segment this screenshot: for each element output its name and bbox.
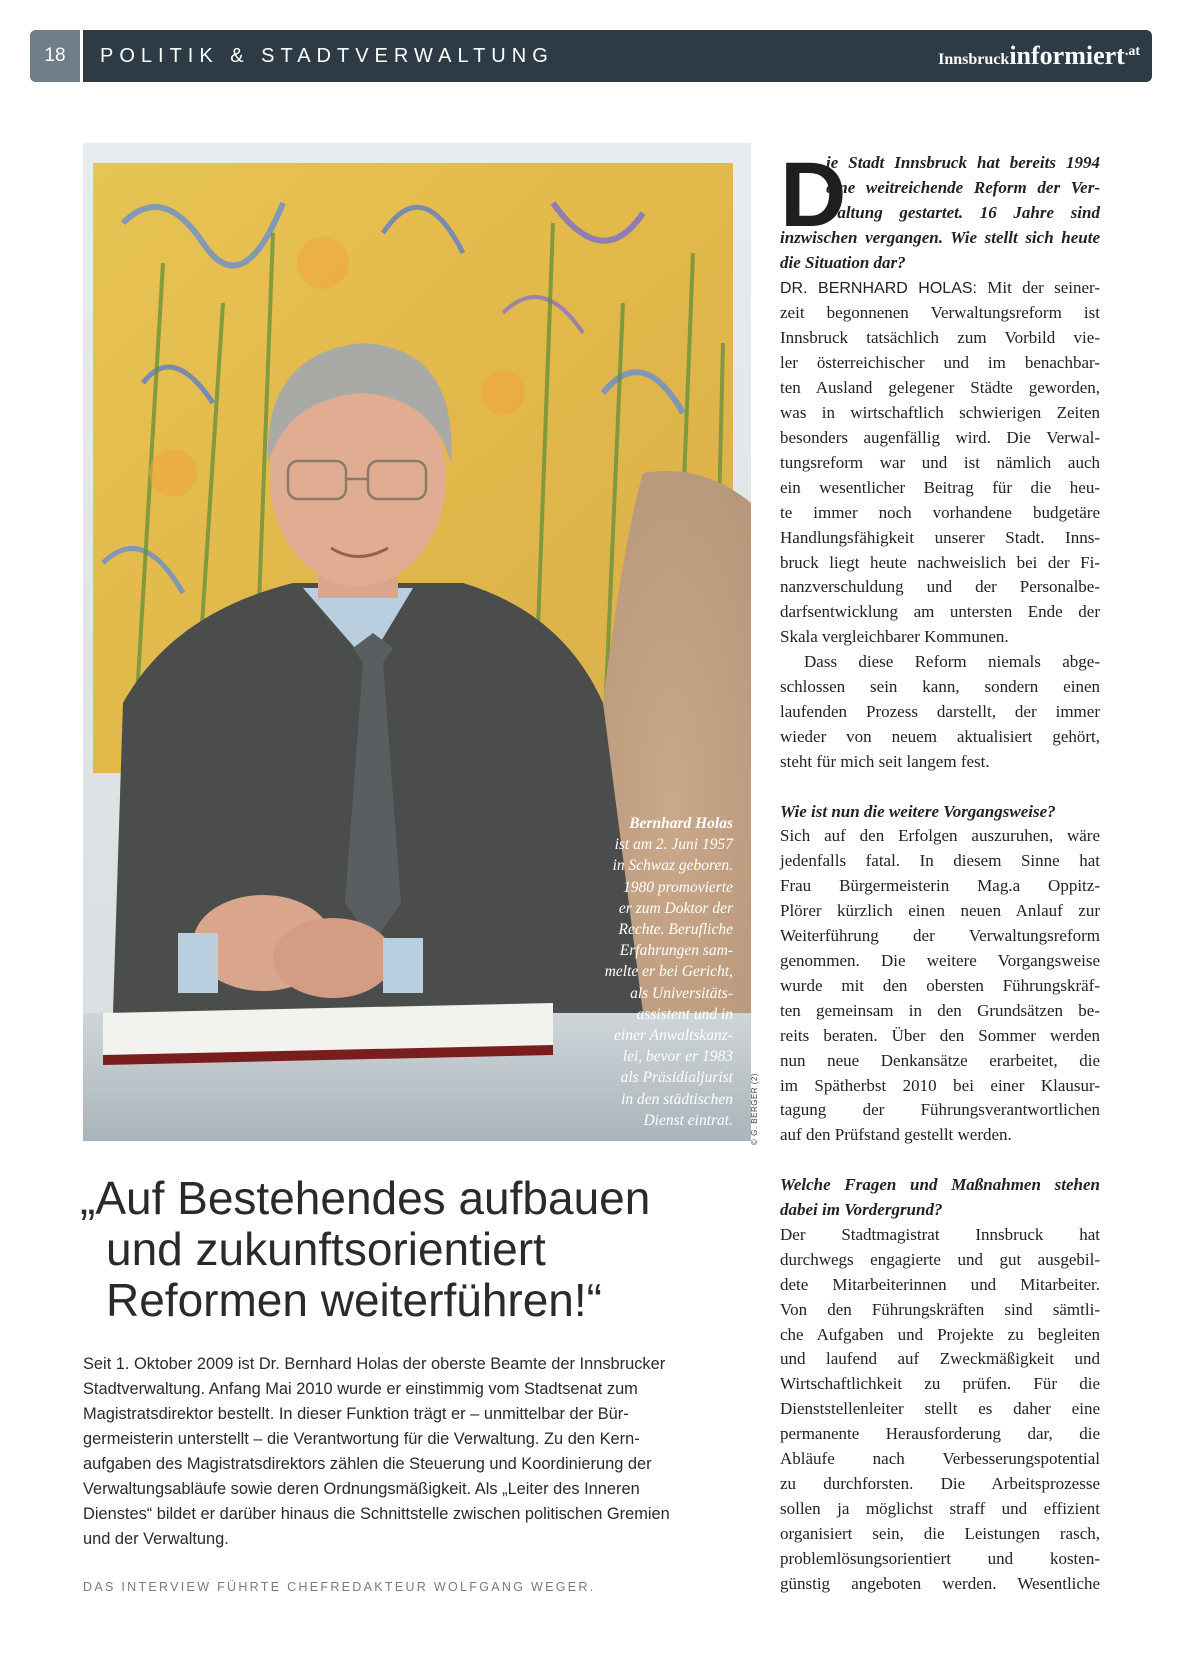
intro-line: Magistratsdirektor bestellt. In dieser Funktion trägt er – unmittelbar der Bür- bbox=[83, 1405, 629, 1423]
answer-line: jedenfalls fatal. In diesem Sinne hat bbox=[780, 851, 1100, 871]
caption-line: 1980 promovierte bbox=[622, 878, 733, 896]
headline-line: „Auf Bestehendes aufbauen bbox=[80, 1172, 651, 1224]
publication-logo bbox=[938, 30, 1140, 82]
intro-line: Dienstes“ bildet er darüber hinaus die Schnittstelle zwischen politischen Gremien bbox=[83, 1505, 670, 1523]
answer-line: sollen ja möglichst straff und effizient bbox=[780, 1498, 1100, 1518]
caption-line: melte er bei Gericht, bbox=[604, 963, 733, 981]
intro-line: germeisterin unterstellt – die Verantwortung für die Verwaltung. Zu den Kern- bbox=[83, 1430, 640, 1448]
question-2: Wie ist nun die weitere Vorgangsweise? bbox=[780, 801, 1056, 821]
answer-line: genommen. Die weitere Vorgangsweise bbox=[780, 950, 1100, 970]
answer-line: ler österreichischer und im benachbar- bbox=[780, 353, 1100, 373]
answer-line: reits beraten. Über den Sommer werden bbox=[780, 1025, 1100, 1045]
answer-line: Von den Führungskräften sind sämtli- bbox=[780, 1299, 1100, 1319]
answer-line: schlossen sein kann, sondern einen bbox=[780, 677, 1100, 697]
interview-column bbox=[780, 144, 1101, 1597]
answer-2 bbox=[780, 824, 1100, 1148]
answer-line: steht für mich seit langem fest. bbox=[780, 751, 990, 771]
answer-line: Frau Bürgermeisterin Mag.a Oppitz- bbox=[780, 876, 1100, 896]
answer-line: Plörer kürzlich einen neuen Anlauf zur bbox=[780, 901, 1100, 921]
answer-line: organisiert sein, die Leistungen rasch, bbox=[780, 1523, 1100, 1543]
answer-line: nun neue Denkansätze erarbeitet, die bbox=[780, 1050, 1100, 1070]
answer-line: nanzverschuldung und der Personalbe- bbox=[780, 577, 1100, 597]
photo-credit: © G. BERGER (2) bbox=[750, 1072, 759, 1145]
intro-paragraph bbox=[83, 1352, 753, 1552]
answer-line: Dienststellenleiter stellt es daher eine bbox=[780, 1399, 1100, 1419]
answer-line: darfsentwicklung am untersten Ende der bbox=[780, 602, 1100, 622]
page-number: 18 bbox=[30, 30, 80, 82]
answer-line: im Spätherbst 2010 bei einer Klausur- bbox=[780, 1075, 1100, 1095]
section-title: POLITIK & STADTVERWALTUNG bbox=[100, 45, 554, 67]
caption-line: in den städtischen bbox=[621, 1090, 733, 1108]
headline-line: und zukunftsorientiert bbox=[106, 1223, 546, 1275]
answer-line: bruck liegt heute nachweislich bei der Fi- bbox=[780, 552, 1100, 572]
answer-line bbox=[780, 276, 1100, 302]
header-divider bbox=[80, 30, 83, 82]
answer-line: tagung der Führungsverantwortlichen bbox=[780, 1100, 1100, 1120]
question-line: dabei im Vordergrund? bbox=[780, 1200, 943, 1220]
caption-line: Erfahrungen sam- bbox=[619, 942, 733, 960]
answer-line: zeit begonnenen Verwaltungsreform ist bbox=[780, 303, 1100, 323]
answer-1 bbox=[780, 276, 1100, 651]
answer-line: Der Stadtmagistrat Innsbruck hat bbox=[780, 1224, 1100, 1244]
caption-line: ist am 2. Juni 1957 bbox=[614, 836, 733, 854]
answer-line: wieder von neuem aktualisiert gehört, bbox=[780, 726, 1100, 746]
answer-line: Sich auf den Erfolgen auszuruhen, wäre bbox=[780, 826, 1100, 846]
caption-line: als Universitäts- bbox=[630, 984, 733, 1002]
question-3 bbox=[780, 1173, 1100, 1223]
question-line: ie Stadt Innsbruck hat bereits 1994 bbox=[826, 153, 1100, 172]
answer-line: was in wirtschaftlich schwierigen Zeiten bbox=[780, 403, 1100, 423]
answer-line: durchwegs engagierte und gut ausgebil- bbox=[780, 1249, 1100, 1269]
question-line: inzwischen vergangen. Wie stellt sich heute bbox=[780, 227, 1100, 247]
caption-line: assistent und in bbox=[636, 1005, 733, 1023]
caption-line: lei, bevor er 1983 bbox=[622, 1048, 733, 1066]
caption-name: Bernhard Holas bbox=[629, 815, 733, 832]
intro-line: aufgaben des Magistratsdirektors zählen die Steuerung und Koordinierung der bbox=[83, 1455, 652, 1473]
intro-line: Seit 1. Oktober 2009 ist Dr. Bernhard Holas der oberste Beamte der Innsbrucker bbox=[83, 1355, 666, 1373]
portrait-photo bbox=[83, 143, 751, 1141]
answer-line: Skala vergleichbarer Kommunen. bbox=[780, 627, 1009, 647]
answer-line: permanente Herausforderung dar, die bbox=[780, 1424, 1100, 1444]
answer-line: laufenden Prozess darstellt, der immer bbox=[780, 701, 1100, 721]
answer-line: Innsbruck tatsächlich zum Vorbild vie- bbox=[780, 328, 1100, 348]
answer-line: und laufend auf Zweckmäßigkeit und bbox=[780, 1349, 1100, 1369]
caption-line: in Schwaz geboren. bbox=[612, 857, 733, 875]
intro-line: Verwaltungsabläufe sowie deren Ordnungsmäßigkeit. Als „Leiter des Inneren bbox=[83, 1480, 640, 1498]
speaker-name: DR. BERNHARD HOLAS: bbox=[780, 279, 977, 297]
caption-line: einer Anwaltskanz- bbox=[614, 1027, 733, 1045]
answer-line: te immer noch vorhandene budgetäre bbox=[780, 502, 1100, 522]
answer-line: zu durchforsten. Die Arbeitsprozesse bbox=[780, 1474, 1100, 1493]
answer-line: dete Mitarbeiterinnen und Mitarbeiter. bbox=[780, 1274, 1100, 1294]
headline-line: Reformen weiterführen!“ bbox=[106, 1274, 602, 1326]
question-line: die Situation dar? bbox=[780, 252, 906, 272]
answer-line: auf den Prüfstand gestellt werden. bbox=[780, 1125, 1012, 1145]
question-line: Welche Fragen und Maßnahmen stehen bbox=[780, 1175, 1100, 1195]
answer-line: problemlösungsorientiert und kosten- bbox=[780, 1548, 1100, 1568]
answer-line: wurde mit den obersten Führungskräf- bbox=[780, 975, 1100, 995]
caption-line: Rechte. Berufliche bbox=[618, 921, 733, 939]
answer-line-text: Mit der seiner- bbox=[987, 277, 1101, 297]
headline-quote bbox=[80, 1173, 740, 1326]
answer-line: ten Ausland gelegener Städte geworden, bbox=[780, 378, 1100, 398]
caption-line: als Präsidialjurist bbox=[620, 1069, 733, 1087]
answer-line: ten gemeinsam in den Grundsätzen be- bbox=[780, 1000, 1100, 1020]
answer-line: besonders augenfällig wird. Die Verwal- bbox=[780, 427, 1100, 447]
interviewer-credit: DAS INTERVIEW FÜHRTE CHEFREDAKTEUR WOLFGANG WEGER. bbox=[83, 1580, 596, 1594]
answer-line: Abläufe nach Verbesserungspotential bbox=[780, 1449, 1100, 1469]
logo-main: informiert bbox=[1009, 41, 1125, 70]
page-header bbox=[30, 30, 1152, 82]
answer-line: Handlungsfähigkeit unserer Stadt. Inns- bbox=[780, 527, 1100, 547]
answer-3 bbox=[780, 1223, 1100, 1597]
answer-1-continued bbox=[780, 650, 1100, 775]
spacer bbox=[780, 775, 1100, 800]
question-line: waltung gestartet. 16 Jahre sind bbox=[826, 202, 1100, 222]
caption-line: Dienst eintrat. bbox=[643, 1111, 733, 1129]
photo-caption bbox=[553, 813, 733, 1131]
answer-line: Wirtschaftlichkeit zu prüfen. Für die bbox=[780, 1374, 1100, 1394]
answer-line: Weiterführung der Verwaltungsreform bbox=[780, 926, 1100, 946]
intro-line: Stadtverwaltung. Anfang Mai 2010 wurde er einstimmig vom Stadtsenat zum bbox=[83, 1380, 638, 1398]
intro-line: und der Verwaltung. bbox=[83, 1530, 229, 1548]
logo-prefix: Innsbruck bbox=[938, 51, 1010, 68]
answer-line: ein wesentlicher Beitrag für die heu- bbox=[780, 477, 1100, 497]
answer-line: Dass diese Reform niemals abge- bbox=[804, 652, 1100, 672]
spacer bbox=[780, 1148, 1100, 1173]
question-1 bbox=[780, 144, 1100, 276]
logo-suffix: .at bbox=[1124, 44, 1140, 59]
answer-line: günstig angeboten werden. Wesentliche bbox=[780, 1573, 1100, 1593]
answer-line: che Aufgaben und Projekte zu begleiten bbox=[780, 1324, 1100, 1344]
answer-line: tungsreform war und ist nämlich auch bbox=[780, 452, 1100, 472]
question-line: eine weitreichende Reform der Ver- bbox=[826, 177, 1100, 197]
caption-line: er zum Doktor der bbox=[618, 899, 733, 917]
drop-cap: D bbox=[780, 144, 847, 246]
